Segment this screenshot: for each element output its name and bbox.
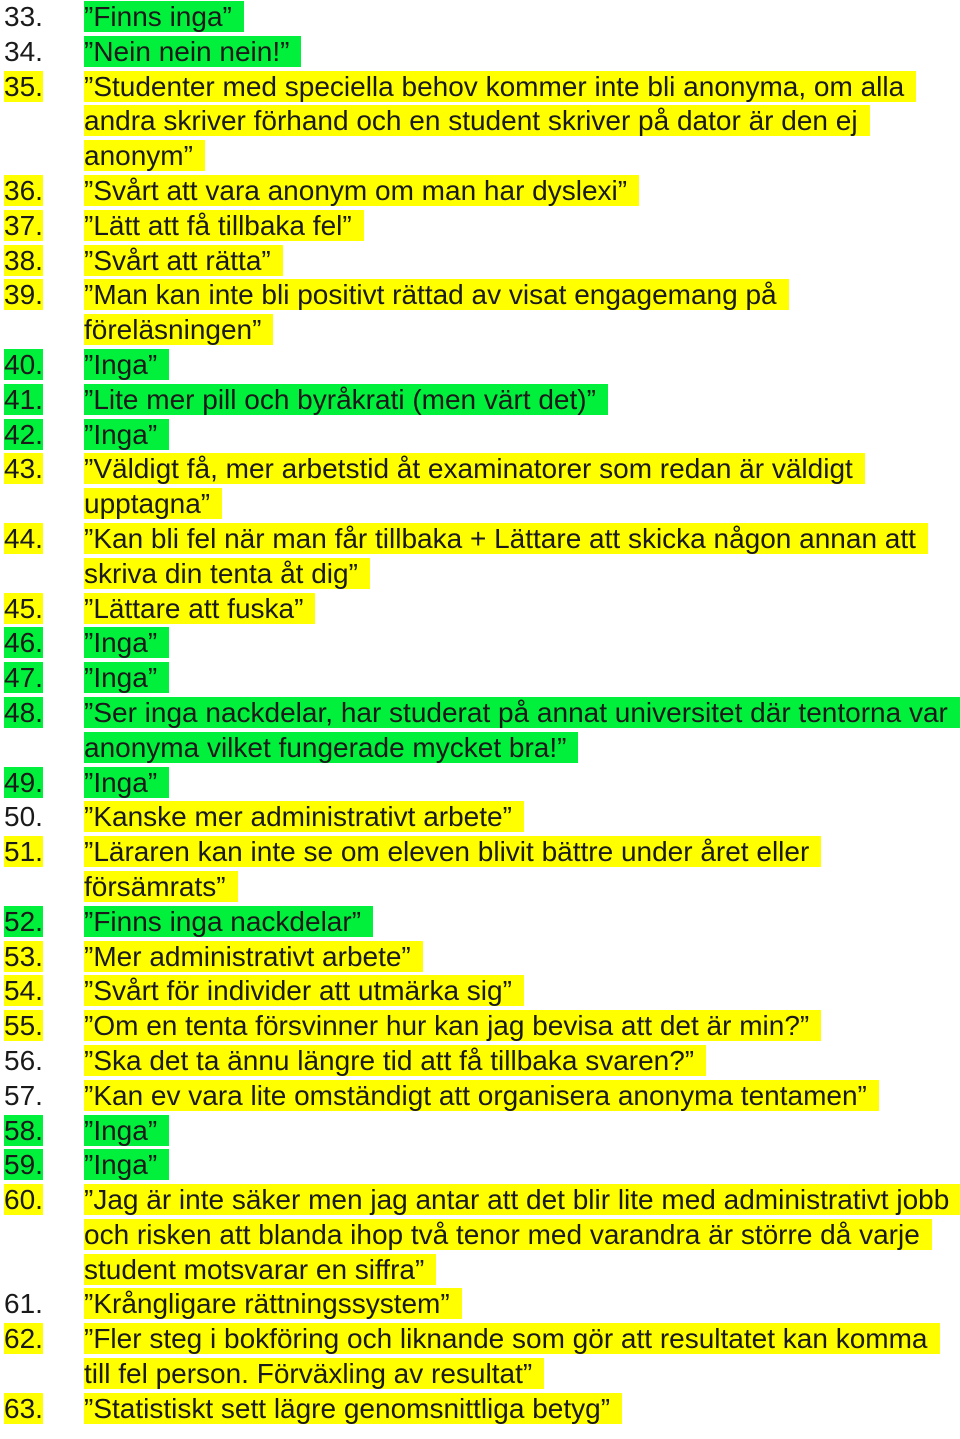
item-number-text: 37. — [4, 209, 43, 241]
item-number-text: 49. — [4, 766, 43, 798]
item-number-text: 53. — [4, 940, 43, 972]
item-number-text: 63. — [4, 1392, 43, 1424]
list-item — [0, 244, 960, 279]
list-item — [0, 800, 960, 835]
item-text — [84, 696, 956, 766]
item-text — [84, 940, 956, 975]
list-item — [0, 835, 960, 905]
item-text-content: ”Inga” — [84, 419, 169, 450]
item-text — [84, 383, 956, 418]
item-text — [84, 766, 956, 801]
item-text-content: ”Om en tenta försvinner hur kan jag bevisa att det är min?” — [84, 1010, 821, 1041]
item-text — [84, 1322, 956, 1392]
list-item — [0, 1009, 960, 1044]
item-number-text: 41. — [4, 383, 43, 415]
item-number — [4, 1322, 43, 1357]
item-text — [84, 1183, 956, 1287]
item-number — [4, 70, 43, 105]
item-number-text: 55. — [4, 1010, 43, 1042]
item-text — [84, 1079, 956, 1114]
item-number — [4, 1148, 43, 1183]
item-number-text: 44. — [4, 522, 43, 554]
item-number-text: 59. — [4, 1149, 43, 1181]
item-text-content: ”Studenter med speciella behov kommer inte bli anonyma, om alla andra skriver förhand och en student skriver på dator är den ej anonym” — [84, 71, 916, 172]
item-text — [84, 418, 956, 453]
item-text-content: ”Inga” — [84, 1149, 169, 1180]
list-item — [0, 905, 960, 940]
list-item — [0, 940, 960, 975]
list-item — [0, 70, 960, 174]
item-number — [4, 1079, 43, 1114]
item-text-content: ”Kan bli fel när man får tillbaka + Lättare att skicka någon annan att skriva din tenta åt dig” — [84, 523, 928, 589]
list-item — [0, 348, 960, 383]
item-number-text: 46. — [4, 627, 43, 659]
item-number — [4, 418, 43, 453]
item-text-content: ”Finns inga nackdelar” — [84, 906, 373, 937]
item-number — [4, 1114, 43, 1149]
item-number — [4, 835, 43, 870]
item-number — [4, 0, 43, 35]
list-item — [0, 1183, 960, 1287]
list-item — [0, 383, 960, 418]
item-text — [84, 905, 956, 940]
item-number — [4, 800, 43, 835]
item-number — [4, 626, 43, 661]
item-text-content: ”Lätt att få tillbaka fel” — [84, 210, 364, 241]
item-number-text: 58. — [4, 1114, 43, 1146]
list-item — [0, 974, 960, 1009]
item-text-content: ”Svårt för individer att utmärka sig” — [84, 975, 524, 1006]
item-number-text: 61. — [4, 1288, 43, 1320]
item-number — [4, 244, 43, 279]
item-number — [4, 1009, 43, 1044]
item-text-content: ”Man kan inte bli positivt rättad av visat engagemang på föreläsningen” — [84, 279, 789, 345]
item-text — [84, 174, 956, 209]
list-item — [0, 452, 960, 522]
item-number-text: 45. — [4, 592, 43, 624]
list-item — [0, 522, 960, 592]
item-number-text: 57. — [4, 1079, 43, 1111]
list-item — [0, 0, 960, 35]
item-number-text: 52. — [4, 905, 43, 937]
item-text-content: ”Jag är inte säker men jag antar att det blir lite med administrativt jobb och risken att blanda ihop två tenor med varandra är större då varje student motsvarar en siffra” — [84, 1184, 960, 1285]
item-text — [84, 278, 956, 348]
list-item — [0, 1044, 960, 1079]
list-item — [0, 766, 960, 801]
item-text — [84, 0, 956, 35]
item-text — [84, 1287, 956, 1322]
item-number — [4, 452, 43, 487]
item-number — [4, 35, 43, 70]
list-item — [0, 1079, 960, 1114]
item-number-text: 40. — [4, 348, 43, 380]
item-text — [84, 1009, 956, 1044]
item-text-content: ”Kanske mer administrativt arbete” — [84, 801, 524, 832]
item-number-text: 34. — [4, 35, 43, 67]
item-number — [4, 696, 43, 731]
item-text — [84, 1114, 956, 1149]
item-text-content: ”Krångligare rättningssystem” — [84, 1288, 462, 1319]
list-item — [0, 1114, 960, 1149]
item-number — [4, 661, 43, 696]
item-number — [4, 766, 43, 801]
list-item — [0, 696, 960, 766]
item-number — [4, 278, 43, 313]
list-item — [0, 174, 960, 209]
list-item — [0, 209, 960, 244]
list-item — [0, 278, 960, 348]
item-text-content: ”Inga” — [84, 767, 169, 798]
item-number — [4, 1183, 43, 1218]
item-text-content: ”Mer administrativt arbete” — [84, 941, 423, 972]
item-number-text: 33. — [4, 1, 43, 32]
item-number-text: 39. — [4, 279, 43, 311]
list-item — [0, 35, 960, 70]
list-item — [0, 626, 960, 661]
list-item — [0, 592, 960, 627]
item-number-text: 43. — [4, 453, 43, 485]
item-text-content: ”Ser inga nackdelar, har studerat på annat universitet där tentorna var anonyma vilket fungerade mycket bra!” — [84, 697, 960, 763]
item-text — [84, 1044, 956, 1079]
item-number-text: 56. — [4, 1044, 43, 1076]
item-text — [84, 522, 956, 592]
item-text — [84, 626, 956, 661]
item-text-content: ”Fler steg i bokföring och liknande som gör att resultatet kan komma till fel person. Förväxling av resultat” — [84, 1323, 940, 1389]
item-text-content: ”Väldigt få, mer arbetstid åt examinatorer som redan är väldigt upptagna” — [84, 453, 865, 519]
item-number — [4, 348, 43, 383]
item-text-content: ”Inga” — [84, 662, 169, 693]
item-number-text: 62. — [4, 1323, 43, 1355]
item-text — [84, 70, 956, 174]
item-text-content: ”Lättare att fuska” — [84, 593, 315, 624]
item-number-text: 36. — [4, 174, 43, 206]
item-text-content: ”Ska det ta ännu längre tid att få tillbaka svaren?” — [84, 1045, 706, 1076]
list-item — [0, 1392, 960, 1427]
item-text — [84, 244, 956, 279]
item-text — [84, 1148, 956, 1183]
item-text — [84, 348, 956, 383]
item-text-content: ”Inga” — [84, 1115, 169, 1146]
item-text-content: ”Kan ev vara lite omständigt att organisera anonyma tentamen” — [84, 1080, 879, 1111]
item-text — [84, 1392, 956, 1427]
item-text-content: ”Inga” — [84, 627, 169, 658]
item-number-text: 48. — [4, 696, 43, 728]
item-number-text: 50. — [4, 801, 43, 833]
list-item — [0, 1287, 960, 1322]
item-number — [4, 592, 43, 627]
item-number — [4, 1044, 43, 1079]
item-text — [84, 661, 956, 696]
item-number-text: 38. — [4, 244, 43, 276]
item-number — [4, 522, 43, 557]
item-number — [4, 974, 43, 1009]
item-text-content: ”Statistiskt sett lägre genomsnittliga betyg” — [84, 1393, 622, 1424]
item-text — [84, 974, 956, 1009]
item-number-text: 42. — [4, 418, 43, 450]
item-number-text: 47. — [4, 662, 43, 694]
item-number-text: 51. — [4, 836, 43, 868]
item-number-text: 60. — [4, 1184, 43, 1216]
item-number — [4, 383, 43, 418]
list-item — [0, 418, 960, 453]
item-number — [4, 209, 43, 244]
item-number — [4, 1287, 43, 1322]
item-text-content: ”Finns inga” — [84, 1, 244, 32]
item-text-content: ”Svårt att rätta” — [84, 245, 283, 276]
item-text-content: ”Nein nein nein!” — [84, 36, 301, 67]
item-text-content: ”Läraren kan inte se om eleven blivit bättre under året eller försämrats” — [84, 836, 821, 902]
item-text — [84, 35, 956, 70]
item-number — [4, 1392, 43, 1427]
list-item — [0, 1322, 960, 1392]
item-text-content: ”Lite mer pill och byråkrati (men värt det)” — [84, 384, 608, 415]
item-text — [84, 209, 956, 244]
item-text-content: ”Svårt att vara anonym om man har dyslexi” — [84, 175, 639, 206]
item-number — [4, 174, 43, 209]
item-text — [84, 452, 956, 522]
item-number — [4, 905, 43, 940]
item-text-content: ”Inga” — [84, 349, 169, 380]
item-text — [84, 835, 956, 905]
item-text — [84, 592, 956, 627]
list-item — [0, 661, 960, 696]
item-number-text: 35. — [4, 70, 43, 102]
item-number — [4, 940, 43, 975]
list-item — [0, 1148, 960, 1183]
item-number-text: 54. — [4, 975, 43, 1007]
item-text — [84, 800, 956, 835]
